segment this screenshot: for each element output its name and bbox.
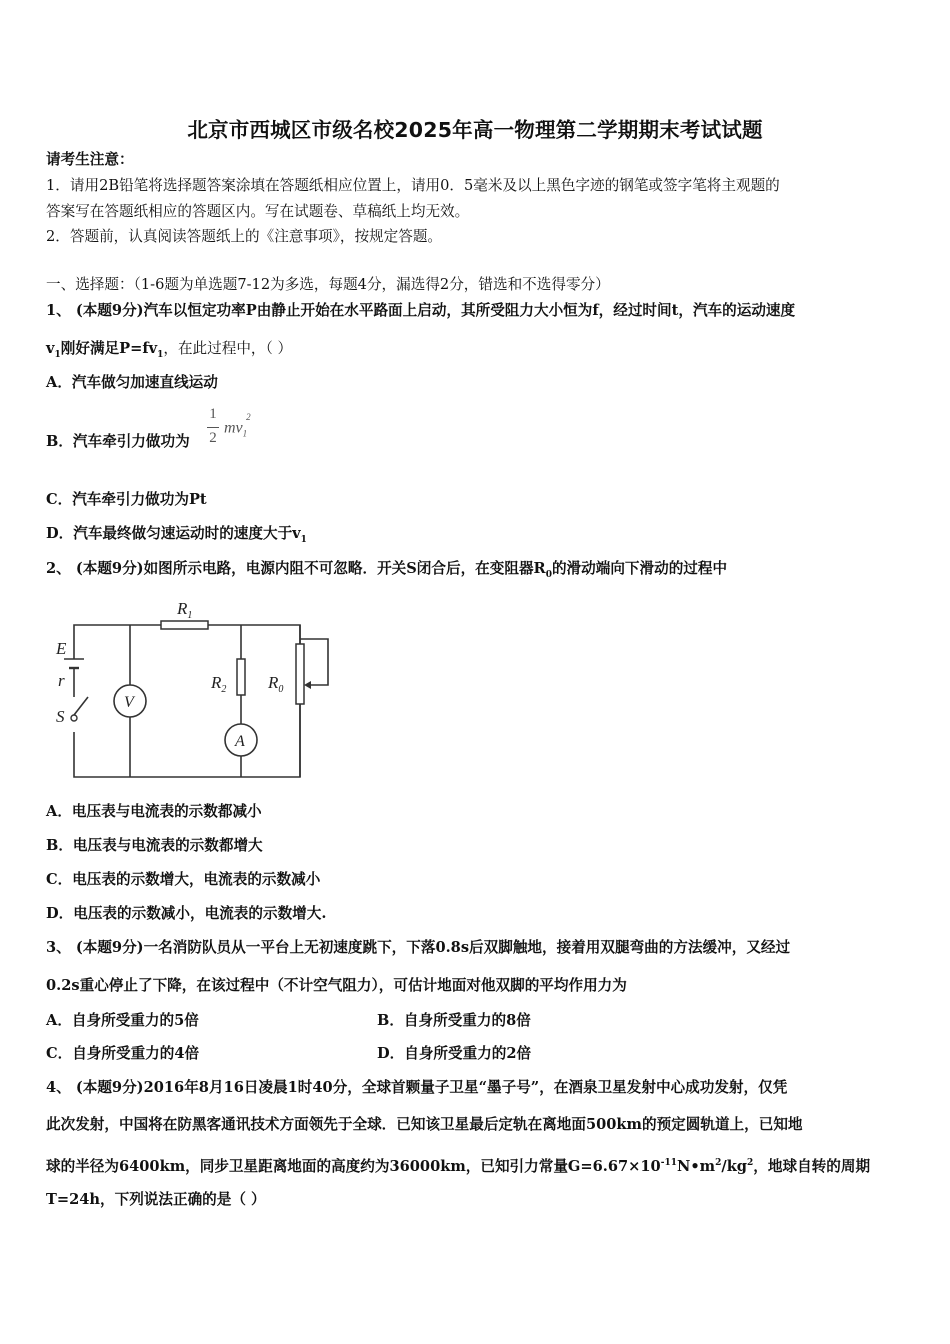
q2-option-c: C．电压表的示数增大，电流表的示数减小 bbox=[46, 871, 321, 888]
notice-heading: 请考生注意： bbox=[46, 151, 134, 168]
q2-option-d: D．电压表的示数减小，电流表的示数增大. bbox=[46, 905, 327, 922]
q1-option-c: C．汽车牵引力做功为Pt bbox=[46, 491, 207, 508]
switch-blade bbox=[74, 697, 88, 715]
wire-top-left bbox=[74, 625, 161, 659]
q3-option-b: B．自身所受重力的8倍 bbox=[377, 1012, 531, 1029]
q1-option-d: D．汽车最终做匀速运动时的速度大于$v_1$ bbox=[46, 525, 307, 545]
formula-expression: $mv_1^2$ bbox=[224, 412, 251, 439]
q1-stem-line2: $v_1$刚好满足$P=fv_1$，在此过程中，（ ） bbox=[46, 340, 293, 360]
circuit-diagram bbox=[46, 592, 346, 787]
notice-line-1a: 1．请用2B铅笔将选择题答案涂填在答题纸相应位置上，请用0．5毫米及以上黑色字迹的钢笔或签字笔将主观题的 bbox=[46, 177, 780, 194]
label-emf: E bbox=[56, 639, 67, 658]
label-r0: $R_0$ bbox=[268, 673, 284, 695]
q3-stem-line1: 3、 (本题9分)一名消防队员从一平台上无初速度跳下，下落0.8s后双脚触地，接着用双腿弯曲的方法缓冲，又经过 bbox=[46, 939, 791, 956]
rheostat-r0 bbox=[296, 644, 304, 704]
formula-denominator: 2 bbox=[209, 430, 217, 446]
label-internal-r: r bbox=[58, 671, 65, 690]
switch-contact bbox=[71, 715, 77, 721]
q4-stem-line1: 4、 (本题9分)2016年8月16日凌晨1时40分，全球首颗量子卫星“墨子号”，在酒泉卫星发射中心成功发射，仅凭 bbox=[46, 1079, 788, 1096]
page-title: 北京市西城区市级名校2025年高一物理第二学期期末考试试题 bbox=[187, 118, 763, 142]
formula-numerator: 1 bbox=[209, 406, 217, 422]
q3-option-d: D．自身所受重力的2倍 bbox=[377, 1045, 532, 1062]
q2-option-a: A．电压表与电流表的示数都减小 bbox=[46, 803, 262, 820]
label-r2: $R_2$ bbox=[211, 673, 227, 695]
q4-stem-line4: T=24h，下列说法正确的是（ ） bbox=[46, 1191, 266, 1208]
q1-option-a: A．汽车做匀加速直线运动 bbox=[46, 374, 218, 391]
notice-line-1b: 答案写在答题纸相应的答题区内。写在试题卷、草稿纸上均无效。 bbox=[46, 203, 470, 220]
q2-stem: 2、 (本题9分)如图所示电路，电源内阻不可忽略．开关S闭合后，在变阻器$R_0$的滑动端向下滑动的过程中 bbox=[46, 560, 728, 580]
section-heading: 一、选择题：（1-6题为单选题7-12为多选，每题4分，漏选得2分，错选和不选得零分） bbox=[46, 276, 610, 293]
resistor-r1 bbox=[161, 621, 208, 629]
q2-option-b: B．电压表与电流表的示数都增大 bbox=[46, 837, 263, 854]
q1-option-b: B．汽车牵引力做功为 bbox=[46, 433, 190, 450]
notice-line-2: 2．答题前，认真阅读答题纸上的《注意事项》，按规定答题。 bbox=[46, 228, 443, 245]
q4-stem-line2: 此次发射，中国将在防黑客通讯技术方面领先于全球．已知该卫星最后定轨在离地面500km的预定圆轨道上，已知地 bbox=[46, 1116, 803, 1133]
q4-stem-line3: 球的半径为6400km，同步卫星距离地面的高度约为36000km，已知引力常量$G=6.67\times 10^{-11}N•m^2/kg^2$，地球自转的周期 bbox=[46, 1157, 871, 1175]
q3-option-c: C．自身所受重力的4倍 bbox=[46, 1045, 200, 1062]
wire-outer bbox=[74, 625, 300, 777]
resistor-r2 bbox=[237, 659, 245, 695]
voltmeter-label: V bbox=[124, 694, 134, 711]
q3-stem-line2: 0.2s重心停止了下降，在该过程中（不计空气阻力），可估计地面对他双脚的平均作用力为 bbox=[46, 977, 627, 994]
q3-option-a: A．自身所受重力的5倍 bbox=[46, 1012, 199, 1029]
label-r1: $R_1$ bbox=[177, 599, 193, 621]
slider-arrow bbox=[304, 681, 311, 689]
fraction-bar bbox=[207, 427, 219, 428]
q1-stem-line1: 1、 (本题9分)汽车以恒定功率P由静止开始在水平路面上启动，其所受阻力大小恒为f，经过时间t，汽车的运动速度 bbox=[46, 302, 796, 319]
ammeter-label: A bbox=[235, 733, 245, 750]
label-switch: S bbox=[56, 707, 65, 726]
